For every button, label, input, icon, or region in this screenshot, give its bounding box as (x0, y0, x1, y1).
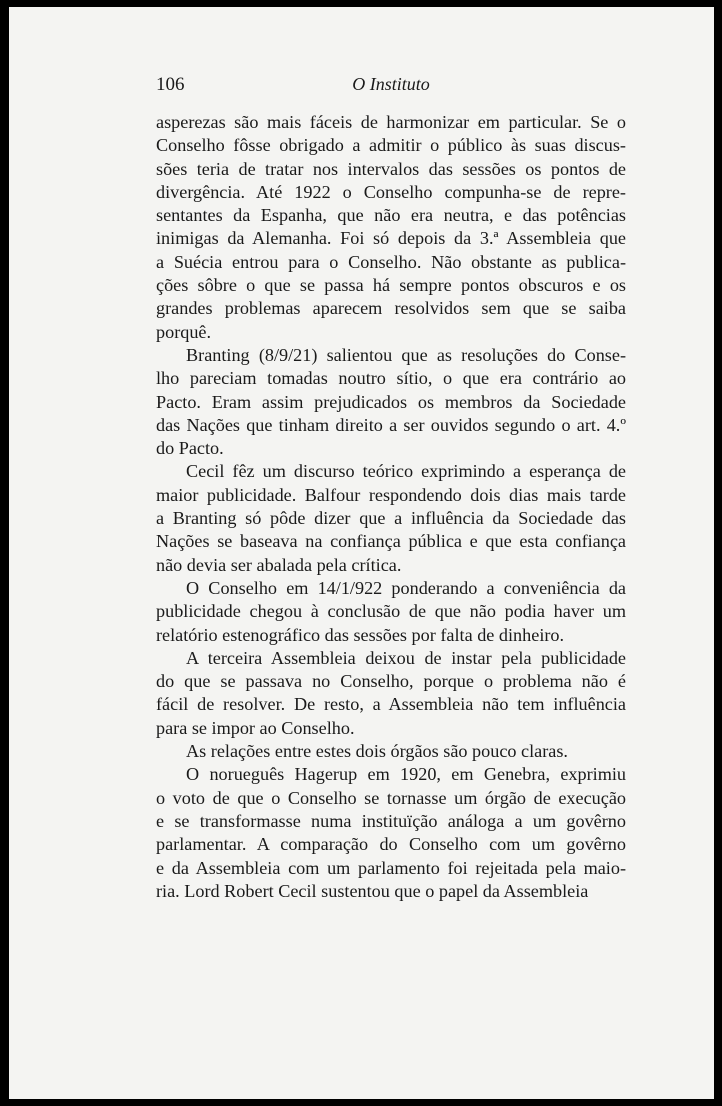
text-line: relatório estenográfico das sessões por falta de dinheiro. (156, 624, 565, 645)
text-line: ções sôbre o que se passa há sempre pontos obscuros e os (156, 275, 626, 296)
text-line: Conselho fôsse obrigado a admitir o público às suas discus- (156, 135, 626, 156)
text-line: maior publicidade. Balfour respondendo dois dias mais tarde (156, 484, 626, 505)
text-line: e se transformasse numa instituïção análoga a um govêrno (156, 810, 626, 831)
running-title: O Instituto (352, 74, 430, 94)
text-line: O norueguês Hagerup em 1920, em Genebra, exprimiu (186, 764, 626, 785)
text-line: Nações se baseava na confiança pública e que esta confiança (156, 531, 626, 552)
page-header (156, 74, 626, 98)
text-line: A terceira Assembleia deixou de instar pela publicidade (186, 647, 626, 668)
paragraph (156, 763, 626, 903)
text-line: ria. Lord Robert Cecil sustentou que o papel da Assembleia (156, 880, 589, 901)
paragraph (156, 740, 626, 763)
text-line: publicidade chegou à conclusão de que não podia haver um (156, 601, 626, 622)
text-line: do que se passava no Conselho, porque o problema não é (156, 671, 626, 692)
page-number: 106 (156, 74, 185, 95)
text-line: das Nações que tinham direito a ser ouvidos segundo o art. 4.º (156, 414, 626, 435)
text-line: divergência. Até 1922 o Conselho compunha-se de repre- (156, 181, 626, 202)
text-line: Cecil fêz um discurso teórico exprimindo a esperança de (186, 461, 626, 482)
text-line: sentantes da Espanha, que não era neutra, e das potências (156, 205, 626, 226)
text-line: lho pareciam tomadas noutro sítio, o que era contrário ao (156, 368, 626, 389)
text-line: O Conselho em 14/1/922 ponderando a conveniência da (186, 577, 626, 598)
paragraph (156, 647, 626, 740)
paragraph (156, 344, 626, 460)
text-line: o voto de que o Conselho se tornasse um órgão de execução (156, 787, 626, 808)
text-line: Branting (8/9/21) salientou que as resoluções do Conse- (186, 344, 626, 365)
text-line: grandes problemas aparecem resolvidos sem que se saiba (156, 298, 626, 319)
text-line: fácil de resolver. De resto, a Assembleia não tem influência (156, 694, 626, 715)
text-line: Pacto. Eram assim prejudicados os membros da Sociedade (156, 391, 626, 412)
text-line: e da Assembleia com um parlamento foi rejeitada pela maio- (156, 857, 626, 878)
text-line: a Branting só pôde dizer que a influência da Sociedade das (156, 508, 626, 529)
text-line: inimigas da Alemanha. Foi só depois da 3.ª Assembleia que (156, 228, 626, 249)
text-line: sões teria de tratar nos intervalos das sessões os pontos de (156, 158, 626, 179)
body-text (156, 111, 626, 903)
text-line: para se impor ao Conselho. (156, 717, 355, 738)
text-line: porquê. (156, 321, 212, 342)
paragraph (156, 111, 626, 344)
paragraph (156, 460, 626, 576)
paragraph (156, 577, 626, 647)
text-line: não devia ser abalada pela crítica. (156, 554, 402, 575)
text-line: do Pacto. (156, 438, 224, 459)
text-line: asperezas são mais fáceis de harmonizar em particular. Se o (156, 112, 626, 132)
text-line: parlamentar. A comparação do Conselho com um govêrno (156, 834, 626, 855)
text-line: As relações entre estes dois órgãos são pouco claras. (186, 741, 568, 762)
text-line: a Suécia entrou para o Conselho. Não obstante as publica- (156, 251, 626, 272)
